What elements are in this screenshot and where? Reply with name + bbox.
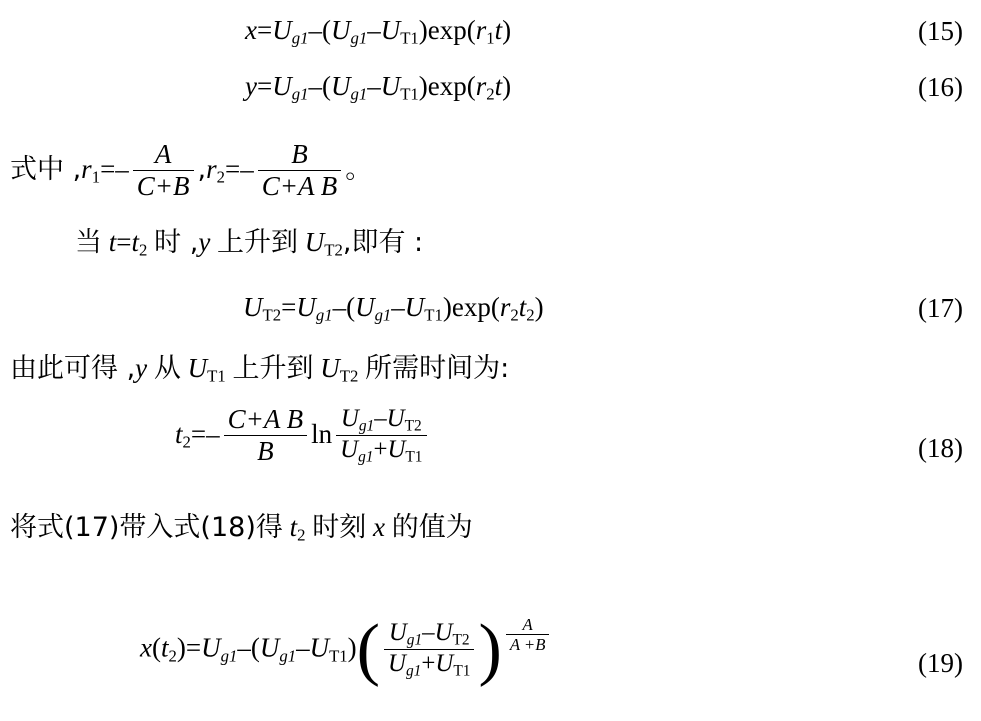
eq17-UT2: U: [243, 292, 263, 322]
eq16-paren-open: (: [321, 71, 331, 101]
eq15-paren-open-2: (: [466, 15, 476, 45]
eq19-ratio-den-U2: U: [435, 649, 454, 677]
eq16-UT1-sub: T1: [400, 84, 419, 104]
eq19-minus-2: –: [296, 632, 310, 663]
eq19-t: t: [160, 632, 169, 663]
eq17-paren-close: ): [442, 292, 452, 322]
eq19-ratio-num-U1-sub: g1: [406, 631, 423, 649]
equation-16-number: (16): [918, 72, 963, 102]
jiangshi-t-sub: 2: [297, 525, 306, 545]
eq18-frac-coefficient: [224, 404, 307, 467]
eq18-frac-log-denominator: [336, 436, 426, 466]
equation-18-number: (18): [918, 433, 963, 463]
eq16-equals: =: [256, 71, 273, 101]
line-jiangshi: [10, 513, 473, 545]
dang-jiyou: ,即有 :: [342, 227, 424, 258]
eq19-ratio-den-plus: +: [421, 649, 436, 677]
dang-y: y: [198, 227, 211, 257]
eq18-log-num-U2-sub: T2: [404, 417, 422, 435]
eq15-minus-1: –: [308, 15, 322, 45]
eq16-Ug1-b: U: [330, 71, 351, 101]
eq17-Ug1-a-sub: g1: [315, 305, 333, 325]
eq15-paren-open: (: [321, 15, 331, 45]
eq19-minus-1: –: [237, 632, 251, 663]
eq17-t-sub: 2: [526, 305, 535, 325]
eq16-UT1: U: [380, 71, 401, 101]
eq15-paren-close-2: ): [502, 15, 512, 45]
equation-18-body: [175, 405, 431, 468]
eq19-paren-t-close: ): [176, 632, 186, 663]
eq18-ln: ln: [311, 418, 333, 449]
equation-15-number: (15): [918, 16, 963, 46]
eq19-ratio-num-U1: U: [388, 618, 407, 646]
eq19-Ug1-b-sub: g1: [279, 646, 297, 666]
eq16-t: t: [494, 71, 503, 101]
eq18-minus: –: [206, 418, 220, 449]
youci-UT1: U: [187, 353, 208, 383]
jiangshi-t: t: [289, 512, 298, 542]
eq15-Ug1-b: U: [330, 15, 351, 45]
eq19-frac-ratio-denominator: [384, 650, 474, 680]
youci-cong: 从: [153, 353, 181, 384]
eq19-big-paren-group: [356, 609, 502, 688]
youci-suffix: 所需时间为:: [365, 353, 510, 384]
shizhong-minus-1: –: [115, 153, 129, 184]
eq17-UT1-sub: T1: [424, 305, 443, 325]
eq19-exponent-numerator: A: [506, 615, 550, 635]
eq15-UT1-sub: T1: [400, 28, 419, 48]
eq18-log-num-U2: U: [386, 404, 405, 432]
eq18-log-num-U1: U: [340, 404, 359, 432]
shizhong-frac-1-denominator: C+B: [136, 170, 190, 201]
eq15-Ug1-b-sub: g1: [350, 28, 368, 48]
line-youci: [10, 354, 509, 386]
eq19-exponent-denominator: A +B: [509, 635, 546, 654]
eq15-Ug1-a-sub: g1: [291, 28, 309, 48]
eq17-Ug1-b-sub: g1: [374, 305, 392, 325]
youci-UT1-sub: T1: [207, 366, 226, 386]
jiangshi-prefix: 将式(17)带入式(18)得: [10, 512, 283, 543]
dang-t: t: [108, 227, 117, 257]
shizhong-frac-1: [133, 139, 194, 202]
eq19-ratio-den-U2-sub: T1: [453, 662, 471, 680]
eq17-paren-open-2: (: [490, 292, 500, 322]
eq17-Ug1-b: U: [355, 292, 375, 322]
eq16-paren-close-2: ): [502, 71, 512, 101]
eq19-ratio-num-minus: –: [422, 618, 435, 646]
dang-UT2: U: [304, 227, 325, 257]
eq18-frac-coefficient-numerator: C+A B: [224, 404, 307, 436]
eq16-paren-close: ): [418, 71, 428, 101]
eq18-frac-log-numerator: [336, 405, 426, 436]
dang-equals: =: [116, 227, 132, 257]
youci-prefix: 由此可得 ,: [10, 353, 136, 384]
shizhong-period: 。: [345, 153, 373, 185]
eq16-minus-2: –: [367, 71, 381, 101]
eq18-t-sub: 2: [182, 432, 191, 452]
eq18-equals: =: [190, 418, 207, 449]
eq19-paren-t-open: (: [151, 632, 161, 663]
equation-19-body: [140, 609, 553, 688]
eq16-exp: exp: [427, 71, 467, 101]
shizhong-r2-sub: 2: [216, 167, 226, 187]
equation-15-body: [245, 16, 511, 48]
shizhong-prefix: 式中 ,: [10, 153, 82, 185]
dang-label: 当: [75, 227, 102, 258]
eq19-UT1-sub: T1: [329, 646, 348, 666]
eq16-Ug1-a: U: [272, 71, 292, 101]
dang-UT2-sub: T2: [324, 240, 343, 260]
eq17-r: r: [499, 292, 511, 322]
eq18-frac-log: [336, 405, 426, 466]
eq19-Ug1-a-sub: g1: [220, 646, 238, 666]
shizhong-frac-2-denominator: C+A B: [261, 170, 338, 201]
shizhong-equals-2: =: [225, 153, 241, 184]
eq16-paren-open-2: (: [466, 71, 476, 101]
eq18-log-den-plus: +: [373, 435, 388, 463]
jiangshi-suffix: 的值为: [391, 512, 473, 543]
shizhong-r2: r: [206, 153, 217, 184]
eq19-x: x: [140, 632, 152, 663]
eq18-log-den-U1-sub: g1: [358, 448, 374, 466]
youci-shangsheng: 上升到: [232, 353, 314, 384]
eq16-Ug1-a-sub: g1: [291, 84, 309, 104]
eq15-minus-2: –: [367, 15, 381, 45]
eq19-exponent: [502, 616, 554, 655]
shizhong-frac-2-numerator: B: [258, 139, 341, 171]
eq17-equals: =: [281, 292, 297, 322]
eq19-equals: =: [185, 632, 202, 663]
shizhong-frac-1-numerator: A: [133, 139, 194, 171]
eq16-r-sub: 2: [486, 84, 495, 104]
eq19-paren-close: ): [347, 632, 357, 663]
shizhong-comma: ,: [197, 153, 207, 185]
equation-17-number: (17): [918, 293, 963, 323]
equation-17-body: [243, 293, 544, 325]
jiangshi-x: x: [373, 512, 385, 542]
eq17-paren-close-2: ): [534, 292, 544, 322]
eq15-Ug1-a: U: [272, 15, 292, 45]
eq15-paren-close: ): [418, 15, 428, 45]
line-dang-t: [75, 228, 423, 260]
equation-16-body: [245, 72, 511, 104]
eq17-r-sub: 2: [510, 305, 519, 325]
youci-UT2: U: [320, 353, 340, 383]
eq15-x: x: [245, 15, 257, 45]
eq19-ratio-num-U2-sub: T2: [452, 631, 470, 649]
eq18-log-den-U2: U: [387, 435, 406, 463]
eq16-r: r: [475, 71, 487, 101]
eq19-UT1: U: [309, 632, 330, 663]
eq17-exp: exp: [451, 292, 491, 322]
dang-t2: t: [131, 227, 140, 257]
eq18-log-num-minus: –: [374, 404, 387, 432]
eq15-UT1: U: [380, 15, 401, 45]
eq15-exp: exp: [427, 15, 467, 45]
shizhong-r1-sub: 1: [91, 167, 101, 187]
equation-19-number: (19): [918, 648, 963, 678]
eq19-frac-ratio: [384, 619, 474, 680]
eq19-exponent-frac: [506, 615, 550, 654]
eq19-big-paren-open: (: [356, 609, 381, 688]
eq16-minus-1: –: [308, 71, 322, 101]
line-shizhong: [10, 140, 372, 203]
dang-shangsheng: 上升到: [217, 227, 299, 258]
shizhong-equals-1: =: [100, 153, 116, 184]
shizhong-frac-2: [258, 139, 341, 202]
eq18-log-den-U2-sub: T1: [405, 448, 423, 466]
eq17-t: t: [518, 292, 527, 322]
eq19-paren-open: (: [250, 632, 260, 663]
eq19-ratio-den-U1-sub: g1: [405, 662, 422, 680]
eq15-r: r: [475, 15, 487, 45]
shizhong-minus-2: –: [240, 153, 254, 184]
eq17-minus-2: –: [391, 292, 405, 322]
jiangshi-shike: 时刻: [312, 512, 367, 543]
eq17-Ug1-a: U: [296, 292, 316, 322]
eq15-equals: =: [256, 15, 273, 45]
eq19-ratio-num-U2: U: [434, 618, 453, 646]
eq17-minus-1: –: [332, 292, 347, 322]
eq17-UT2-sub: T2: [262, 305, 282, 325]
eq19-big-paren-close: ): [478, 609, 502, 688]
eq18-t: t: [175, 418, 183, 449]
eq19-Ug1-b: U: [259, 632, 280, 663]
eq19-t-sub: 2: [168, 646, 177, 666]
eq18-log-num-U1-sub: g1: [358, 417, 375, 435]
eq18-frac-coefficient-denominator: B: [257, 435, 274, 466]
eq19-Ug1-a: U: [201, 632, 221, 663]
eq19-frac-ratio-numerator: [384, 619, 474, 650]
dang-t2-sub: 2: [139, 240, 148, 260]
eq16-Ug1-b-sub: g1: [350, 84, 368, 104]
shizhong-r1: r: [81, 153, 92, 184]
eq16-y: y: [245, 71, 257, 101]
dang-shi: 时 ,: [154, 227, 199, 258]
youci-y: y: [135, 353, 148, 383]
eq18-log-den-U1: U: [340, 435, 359, 463]
eq15-t: t: [494, 15, 503, 45]
eq15-r-sub: 1: [486, 28, 495, 48]
eq17-paren-open: (: [346, 292, 356, 322]
eq17-UT1: U: [404, 292, 425, 322]
youci-UT2-sub: T2: [339, 366, 359, 386]
eq19-ratio-den-U1: U: [388, 649, 406, 677]
